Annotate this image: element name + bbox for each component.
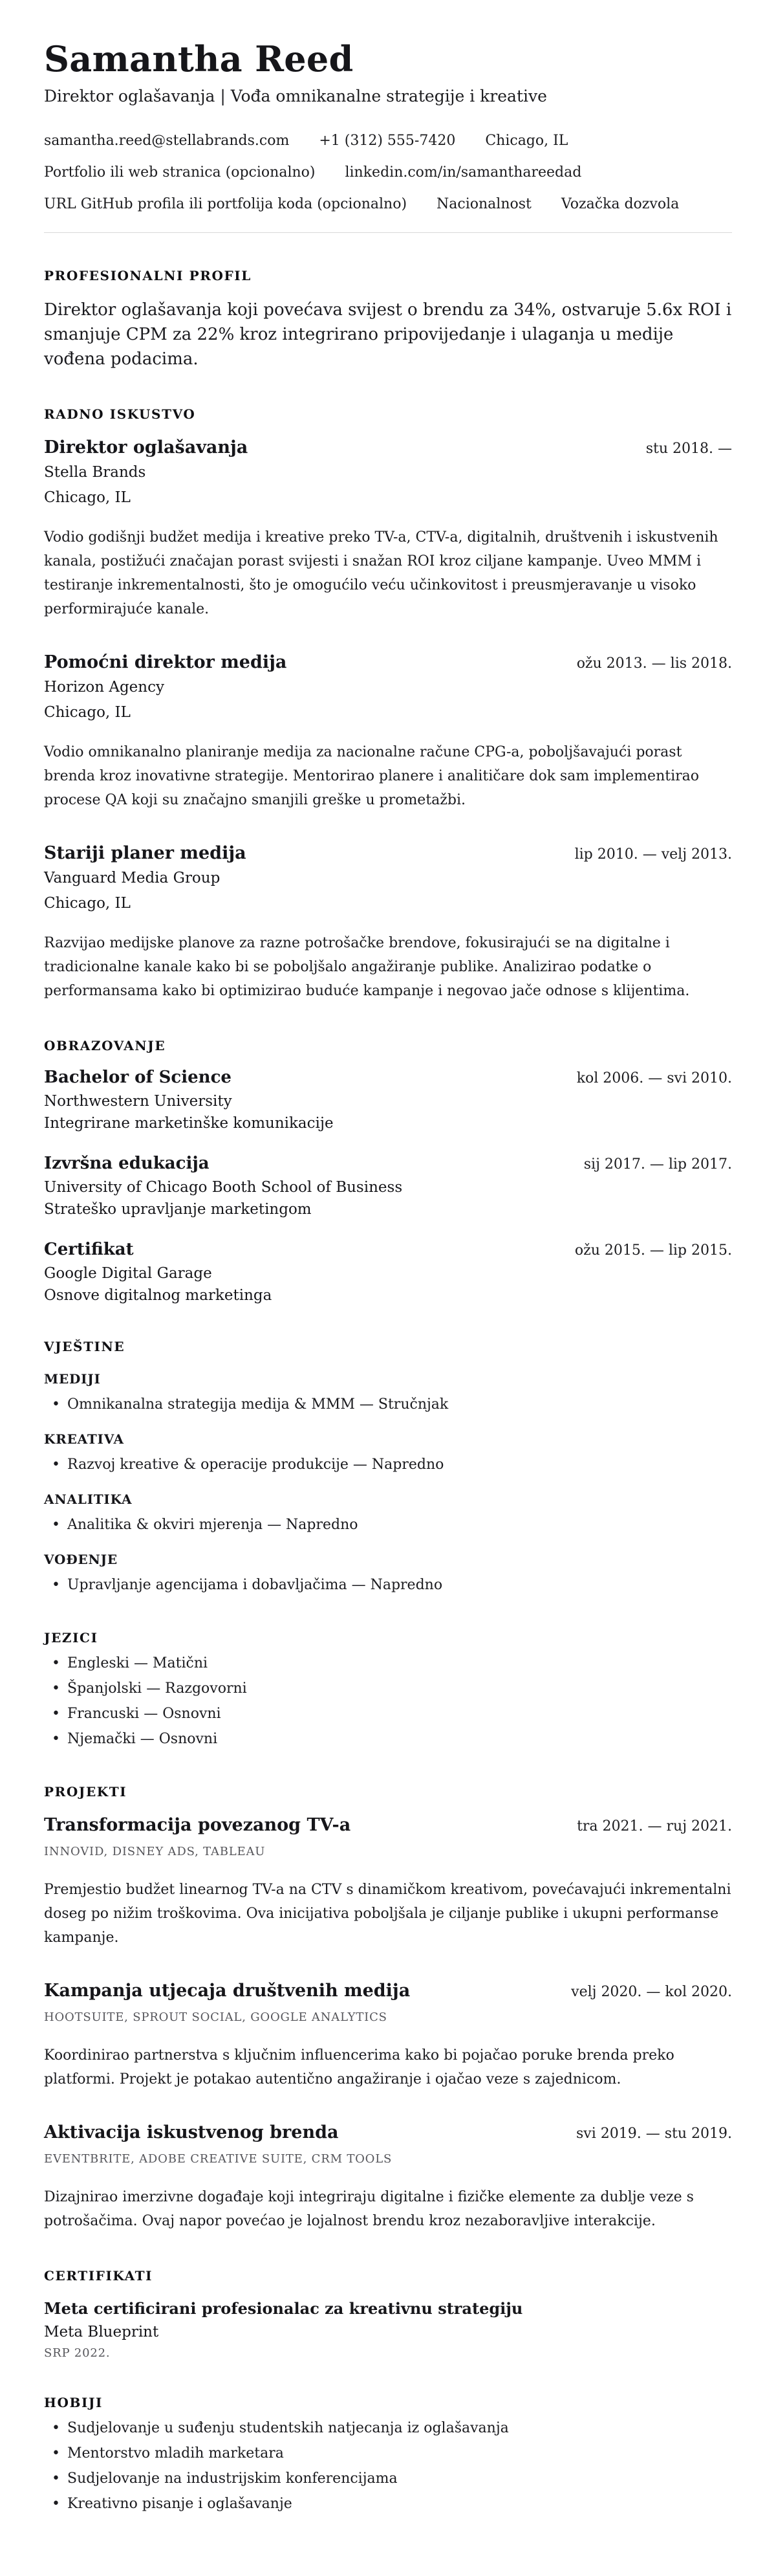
skills-heading: VJEŠTINE bbox=[44, 1339, 125, 1355]
portfolio-link[interactable]: Portfolio ili web stranica (opcionalno) bbox=[44, 164, 316, 181]
job-title: Pomoćni direktor medija bbox=[44, 652, 287, 673]
education-entry bbox=[44, 1068, 732, 1132]
skill-group-name: ANALITIKA bbox=[44, 1492, 133, 1508]
project-entry bbox=[44, 2122, 732, 2233]
skill-group-vodjenje bbox=[44, 1552, 732, 1595]
project-entry bbox=[44, 1981, 732, 2091]
education-entry bbox=[44, 1154, 732, 1218]
education-heading: OBRAZOVANJE bbox=[44, 1038, 166, 1054]
candidate-title: Direktor oglašavanja | Vođa omnikanalne strategije i kreative bbox=[44, 87, 547, 106]
hobbies-heading: HOBIJI bbox=[44, 2395, 103, 2411]
skill-group-mediji bbox=[44, 1371, 732, 1415]
language-item: • Engleski — Matični bbox=[44, 1653, 732, 1673]
contact-row-3 bbox=[44, 195, 732, 214]
contact-row-1 bbox=[44, 131, 732, 151]
job-description: Vodio omnikanalno planiranje medija za nacionalne račune CPG-a, poboljšavajući porast brenda kroz inovativne strategije. Mentorirao planere i analitičare dok sam implementirao procese QA koji su značajno smanjili greške u prometažbi. bbox=[44, 744, 699, 809]
language-item: • Francuski — Osnovni bbox=[44, 1704, 732, 1724]
school-name: Google Digital Garage bbox=[44, 1265, 212, 1282]
project-title: Transformacija povezanog TV-a bbox=[44, 1815, 351, 1836]
job-title: Direktor oglašavanja bbox=[44, 437, 248, 458]
language-item: • Njemački — Osnovni bbox=[44, 1729, 732, 1749]
skill-list bbox=[44, 1455, 732, 1475]
skill-group-analitika bbox=[44, 1492, 732, 1535]
certification-issuer: Meta Blueprint bbox=[44, 2324, 159, 2341]
driving-license-text: Vozačka dozvola bbox=[561, 196, 680, 213]
contact-info bbox=[44, 131, 732, 214]
language-list bbox=[44, 1653, 732, 1749]
hobby-item: • Sudjelovanje u suđenju studentskih natjecanja iz oglašavanja bbox=[44, 2418, 732, 2438]
skill-item: • Analitika & okviri mjerenja — Napredno bbox=[44, 1515, 732, 1535]
section-certifications bbox=[44, 2268, 732, 2360]
hobby-item: • Mentorstvo mladih marketara bbox=[44, 2443, 732, 2463]
section-experience bbox=[44, 406, 732, 1003]
degree-title: Certifikat bbox=[44, 1240, 134, 1260]
education-entry-head bbox=[44, 1154, 732, 1173]
profile-heading: PROFESIONALNI PROFIL bbox=[44, 268, 252, 284]
job-company: Vanguard Media Group bbox=[44, 870, 221, 887]
hobby-item: • Kreativno pisanje i oglašavanje bbox=[44, 2494, 732, 2514]
section-profile bbox=[44, 268, 732, 371]
section-skills bbox=[44, 1339, 732, 1595]
section-hobbies bbox=[44, 2395, 732, 2514]
job-dates: stu 2018. — bbox=[645, 441, 732, 457]
project-tools: EVENTBRITE, ADOBE CREATIVE SUITE, CRM TOOLS bbox=[44, 2152, 393, 2166]
skill-list bbox=[44, 1515, 732, 1535]
nationality-text: Nacionalnost bbox=[436, 196, 532, 213]
github-link[interactable]: URL GitHub profila ili portfolija koda (opcionalno) bbox=[44, 196, 407, 213]
job-location: Chicago, IL bbox=[44, 704, 131, 721]
experience-heading: RADNO ISKUSTVO bbox=[44, 406, 196, 423]
job-description: Vodio godišnji budžet medija i kreative preko TV-a, CTV-a, digitalnih, društvenih i iskustvenih kanala, postižući značajan porast svijesti i snažan ROI kroz ciljane kampanje. Uveo MMM i testiranje inkrementalnosti, što je omogućilo veću učinkovitost i preusmjeravanje u visoko performirajuće kanale. bbox=[44, 529, 718, 618]
skill-item: • Razvoj kreative & operacije produkcije — Napredno bbox=[44, 1455, 732, 1475]
certification-date: SRP 2022. bbox=[44, 2346, 111, 2361]
candidate-name: Samantha Reed bbox=[44, 38, 354, 80]
profile-text: Direktor oglašavanja koji povećava svijest o brendu za 34%, ostvaruje 5.6x ROI i smanjuje CPM za 22% kroz integrirano pripovijedanje i ulaganja u medije vođena podacima. bbox=[44, 300, 732, 369]
job-company: Horizon Agency bbox=[44, 679, 164, 696]
project-dates: svi 2019. — stu 2019. bbox=[576, 2126, 732, 2142]
skill-list bbox=[44, 1575, 732, 1595]
certification-entry bbox=[44, 2299, 732, 2360]
experience-entry bbox=[44, 843, 732, 1003]
certification-title: Meta certificirani profesionalac za kreativnu strategiju bbox=[44, 2299, 523, 2318]
project-dates: tra 2021. — ruj 2021. bbox=[577, 1818, 732, 1835]
experience-entry-head bbox=[44, 843, 732, 863]
education-detail: Integrirane marketinške komunikacije bbox=[44, 1115, 334, 1132]
project-dates: velj 2020. — kol 2020. bbox=[571, 1984, 732, 2001]
education-dates: ožu 2015. — lip 2015. bbox=[574, 1242, 732, 1259]
job-company: Stella Brands bbox=[44, 464, 146, 481]
skill-group-name: KREATIVA bbox=[44, 1431, 124, 1448]
certifications-heading: CERTIFIKATI bbox=[44, 2268, 153, 2284]
skill-item: • Upravljanje agencijama i dobavljačima — Napredno bbox=[44, 1575, 732, 1595]
project-entry-head bbox=[44, 2122, 732, 2142]
job-dates: ožu 2013. — lis 2018. bbox=[576, 655, 732, 672]
education-detail: Strateško upravljanje marketingom bbox=[44, 1201, 312, 1218]
resume-header bbox=[44, 40, 732, 214]
skill-group-name: MEDIJI bbox=[44, 1371, 101, 1387]
experience-entry-head bbox=[44, 437, 732, 457]
education-detail: Osnove digitalnog marketinga bbox=[44, 1287, 272, 1305]
project-title: Kampanja utjecaja društvenih medija bbox=[44, 1981, 411, 2001]
project-entry-head bbox=[44, 1981, 732, 2001]
school-name: University of Chicago Booth School of Business bbox=[44, 1179, 403, 1196]
education-entry-head bbox=[44, 1240, 732, 1259]
location-text: Chicago, IL bbox=[485, 133, 568, 149]
skill-group-kreativa bbox=[44, 1431, 732, 1475]
experience-entry bbox=[44, 652, 732, 812]
degree-title: Izvršna edukacija bbox=[44, 1154, 210, 1174]
section-education bbox=[44, 1038, 732, 1304]
project-entry bbox=[44, 1815, 732, 1950]
hobby-list bbox=[44, 2418, 732, 2514]
education-entry bbox=[44, 1240, 732, 1304]
skill-group-name: VOĐENJE bbox=[44, 1552, 118, 1568]
languages-heading: JEZICI bbox=[44, 1630, 98, 1646]
projects-heading: PROJEKTI bbox=[44, 1784, 127, 1800]
education-dates: kol 2006. — svi 2010. bbox=[576, 1070, 732, 1087]
job-title: Stariji planer medija bbox=[44, 843, 246, 864]
education-dates: sij 2017. — lip 2017. bbox=[583, 1156, 732, 1173]
language-item: • Španjolski — Razgovorni bbox=[44, 1679, 732, 1699]
email-link[interactable]: samantha.reed@stellabrands.com bbox=[44, 133, 290, 149]
linkedin-link[interactable]: linkedin.com/in/samanthareedad bbox=[345, 164, 582, 181]
section-languages bbox=[44, 1630, 732, 1749]
phone-number: +1 (312) 555-7420 bbox=[319, 133, 456, 149]
degree-title: Bachelor of Science bbox=[44, 1068, 232, 1088]
skill-item: • Omnikanalna strategija medija & MMM — Stručnjak bbox=[44, 1394, 732, 1415]
project-tools: HOOTSUITE, SPROUT SOCIAL, GOOGLE ANALYTICS bbox=[44, 2010, 387, 2025]
project-description: Dizajnirao imerzivne događaje koji integriraju digitalne i fizičke elemente za dublje veze s potrošačima. Ovaj napor povećao je lojalnost brendu kroz nezaboravljive interakcije. bbox=[44, 2189, 694, 2230]
project-description: Koordinirao partnerstva s ključnim influencerima kako bi pojačao poruke brenda preko platformi. Projekt je potakao autentično angažiranje i ojačao veze s zajednicom. bbox=[44, 2047, 674, 2088]
job-location: Chicago, IL bbox=[44, 895, 131, 912]
experience-entry bbox=[44, 437, 732, 621]
header-divider bbox=[44, 232, 732, 233]
project-tools: INNOVID, DISNEY ADS, TABLEAU bbox=[44, 1845, 266, 1859]
job-location: Chicago, IL bbox=[44, 489, 131, 507]
job-description: Razvijao medijske planove za razne potrošačke brendove, fokusirajući se na digitalne i tradicionalne kanale kako bi se poboljšalo angažiranje publike. Analizirao podatke o performansama kako bi optimizirao buduće kampanje i negovao jače odnose s klijentima. bbox=[44, 935, 690, 1000]
project-description: Premjestio budžet linearnog TV-a na CTV s dinamičkom kreativom, povećavajući inkrementalni doseg po nižim troškovima. Ova inicijativa poboljšala je ciljanje publike i ukupni performanse kampanje. bbox=[44, 1882, 731, 1946]
project-title: Aktivacija iskustvenog brenda bbox=[44, 2122, 339, 2143]
job-dates: lip 2010. — velj 2013. bbox=[574, 846, 732, 863]
project-entry-head bbox=[44, 1815, 732, 1835]
skill-list bbox=[44, 1394, 732, 1415]
school-name: Northwestern University bbox=[44, 1093, 232, 1110]
contact-row-2 bbox=[44, 163, 732, 182]
hobby-item: • Sudjelovanje na industrijskim konferencijama bbox=[44, 2469, 732, 2489]
education-entry-head bbox=[44, 1068, 732, 1087]
experience-entry-head bbox=[44, 652, 732, 672]
section-projects bbox=[44, 1784, 732, 2233]
